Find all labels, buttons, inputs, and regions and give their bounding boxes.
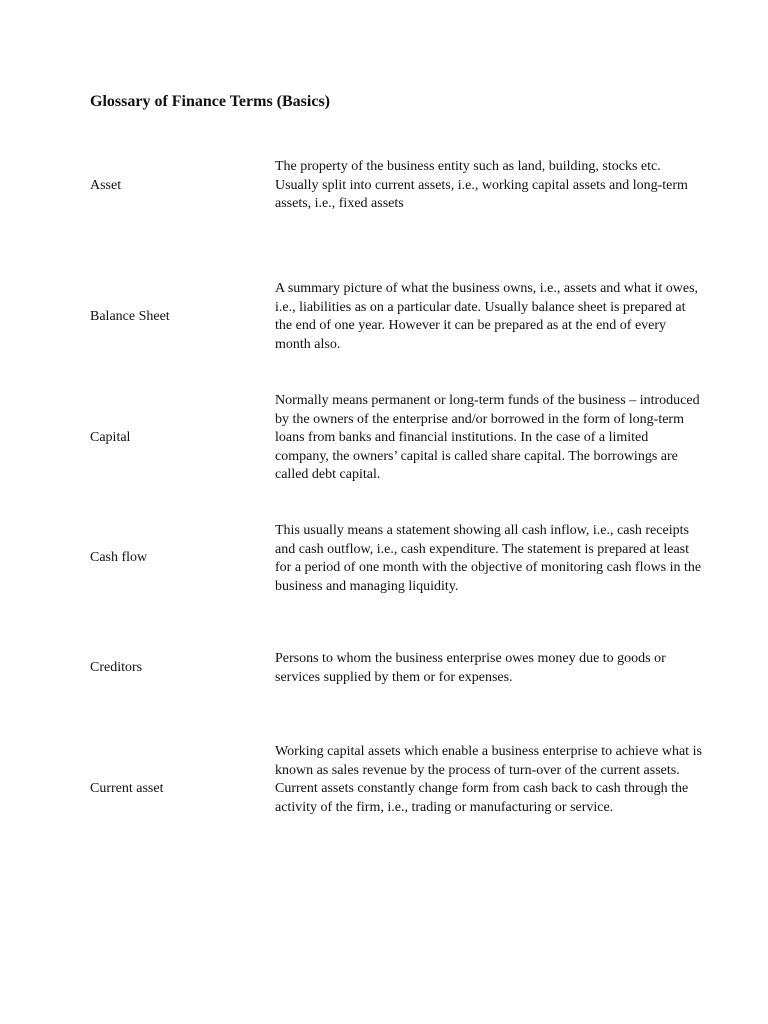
term-label: Asset xyxy=(90,178,122,193)
term-definition: Working capital assets which enable a business enterprise to achieve what is known as sales revenue by the process of turn-over of the current assets. Current assets constantly change form from cash back to cash through the activity of the firm, i.e., trading or manufacturing or service. xyxy=(275,744,702,815)
term-label: Balance Sheet xyxy=(90,309,170,324)
term-label: Cash flow xyxy=(90,550,148,565)
term-definition: A summary picture of what the business owns, i.e., assets and what it owes, i.e., liabilities as on a particular date. Usually balance sheet is prepared at the end of one year. However it can be prepared as at the end of every month also. xyxy=(275,281,699,352)
page-title: Glossary of Finance Terms (Basics) xyxy=(90,93,330,110)
term-definition: This usually means a statement showing all cash inflow, i.e., cash receipts and cash outflow, i.e., cash expenditure. The statement is prepared at least for a period of one month with the objective of monitoring cash flows in the business and managing liquidity. xyxy=(275,523,702,594)
term-label: Current asset xyxy=(90,781,164,796)
term-definition: Persons to whom the business enterprise owes money due to goods or services supplied by them or for expenses. xyxy=(275,651,666,685)
term-definition: Normally means permanent or long-term funds of the business – introduced by the owners of the enterprise and/or borrowed in the form of long-term loans from banks and financial institutions. In the case of a limited company, the owners’ capital is called share capital. The borrowings are called debt capital. xyxy=(275,393,700,482)
term-label: Capital xyxy=(90,430,131,445)
term-label: Creditors xyxy=(90,660,143,675)
term-definition: The property of the business entity such as land, building, stocks etc. Usually split into current assets, i.e., working capital assets and long-term assets, i.e., fixed assets xyxy=(275,159,688,211)
